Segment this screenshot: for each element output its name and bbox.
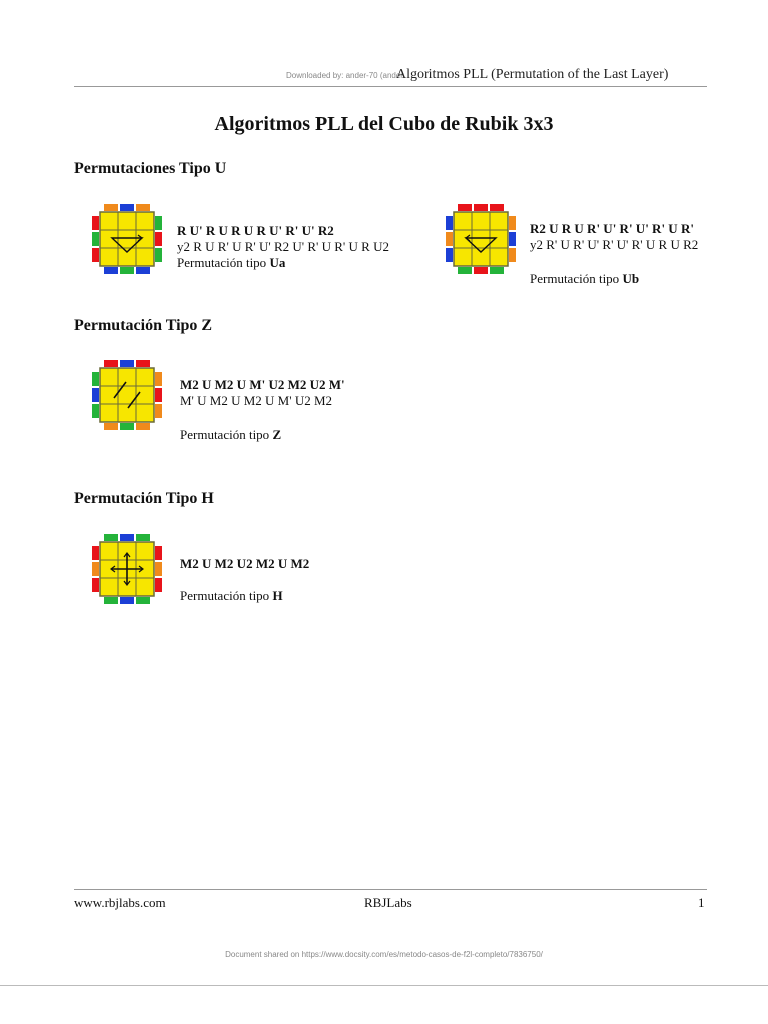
ua-algorithm [177,223,389,271]
cube-diagram-z [92,360,162,430]
ub-algorithm [530,221,698,253]
z-algorithm [180,377,345,409]
section-heading-u: Permutaciones Tipo U [74,160,227,177]
footer-website: www.rbjlabs.com [74,895,166,910]
section-heading-z: Permutación Tipo Z [74,317,213,334]
ua-permutation-name: Permutación tipo Ua [177,255,286,270]
ub-algorithm-primary: R2 U R U R' U' R' U' R' U R' [530,221,694,236]
page-bottom-rule [0,985,768,986]
h-algorithm [180,556,309,572]
ub-algorithm-alt: y2 R' U R' U' R' U' R' U R U R2 [530,237,699,252]
header-rule [74,86,707,87]
cube-diagram-h [92,534,162,604]
page-number: 1 [698,895,705,910]
z-algorithm-primary: M2 U M2 U M' U2 M2 U2 M' [180,377,345,392]
cube-diagram-ua [92,204,162,274]
footer-rule [74,889,707,890]
page-title: Algoritmos PLL del Cubo de Rubik 3x3 [214,113,554,135]
shared-watermark: Document shared on https://www.docsity.com/es/metodo-casos-de-f2l-completo/7836750/ [225,950,543,959]
ua-algorithm-primary: R U' R U R U R U' R' U' R2 [177,223,334,238]
h-algorithm-primary: M2 U M2 U2 M2 U M2 [180,556,310,571]
ua-algorithm-alt: y2 R U R' U R' U' R2 U' R' U R' U R U2 [177,239,389,254]
download-watermark: Downloaded by: ander-70 (ander [286,71,403,80]
z-algorithm-alt: M' U M2 U M2 U M' U2 M2 [180,393,333,408]
z-permutation-name: Permutación tipo Z [180,427,282,442]
ub-permutation-name: Permutación tipo Ub [530,271,640,286]
section-heading-h: Permutación Tipo H [74,490,214,507]
footer-brand: RBJLabs [364,895,412,910]
cube-diagram-ub [446,204,516,274]
running-title: Algoritmos PLL (Permutation of the Last Layer) [396,67,669,82]
h-permutation-name: Permutación tipo H [180,588,283,603]
